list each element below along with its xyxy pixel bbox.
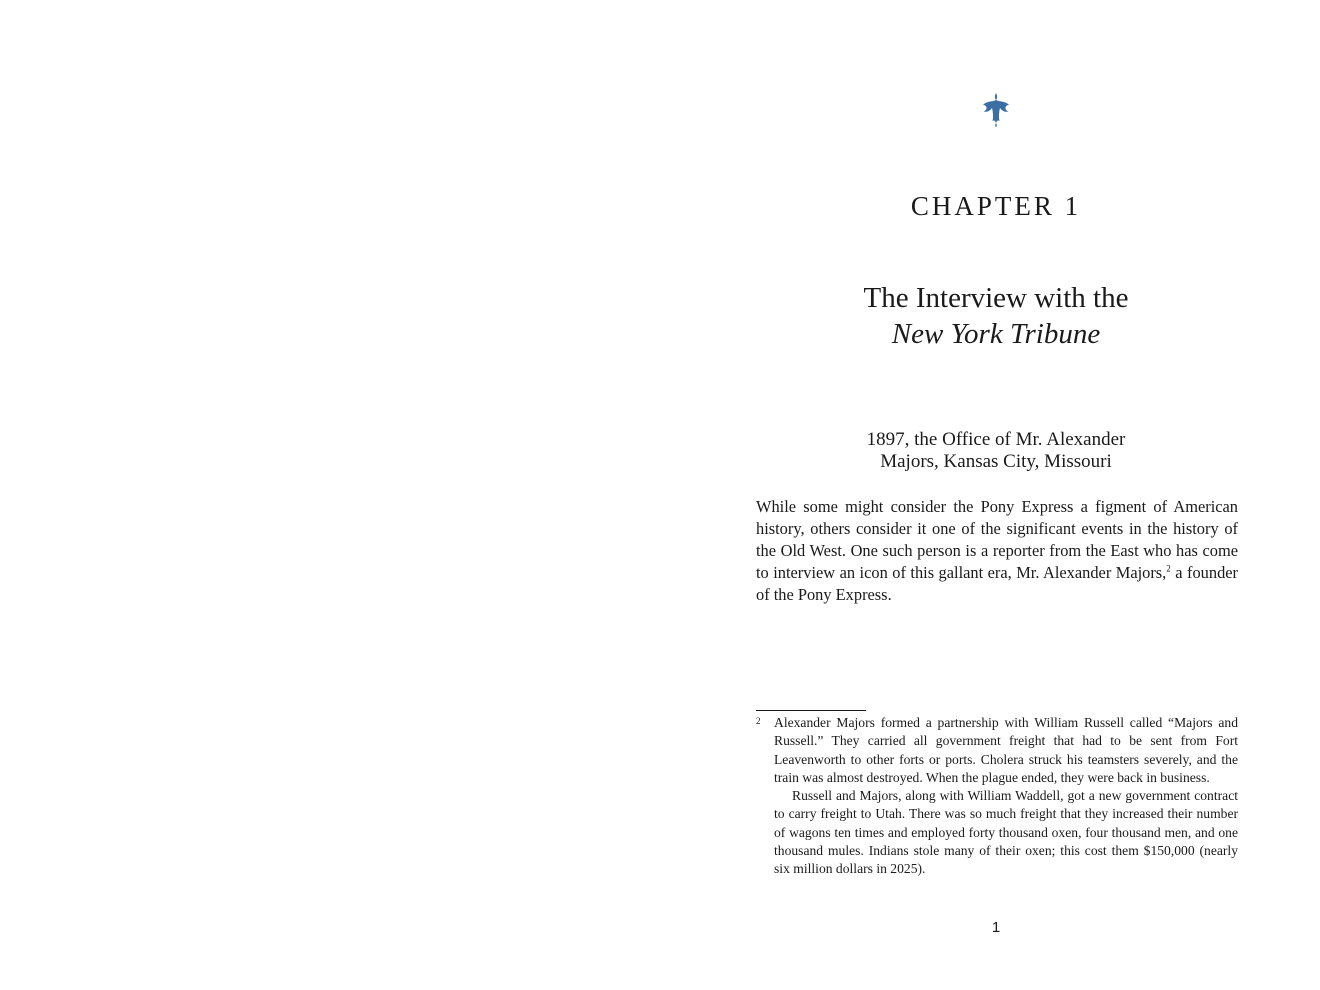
- footnote-reference: 2: [1166, 563, 1171, 574]
- chapter-title: [660, 280, 1320, 352]
- footnote-divider: [756, 710, 866, 711]
- body-text-before-ref: While some might consider the Pony Express a figment of American history, others consider it one of the significant events in the history of the Old West. One such person is a reporter from the East who has come to interview an icon of this gallant era, Mr. Alexander Majors,: [756, 497, 1238, 582]
- subtitle-line-1: 1897, the Office of Mr. Alexander: [866, 429, 1126, 450]
- body-text-after-ref: a founder of the Pony Express.: [756, 563, 1239, 604]
- chapter-title-line-2: New York Tribune: [891, 318, 1101, 350]
- chapter-subtitle: [660, 429, 1320, 473]
- fleuron-icon: [980, 92, 1012, 128]
- footnote: [756, 714, 1238, 879]
- footnote-paragraph-2: Russell and Majors, along with William Waddell, got a new government contract to carry freight to Utah. There was so much freight that they increased their number of wagons ten times and employed forty thousand oxen, four thousand men, and one thousand mules. Indians stole many of their oxen; this cost them $150,000 (nearly six million dollars in 2025).: [774, 788, 1238, 877]
- chapter-title-line-1: The Interview with the: [863, 282, 1129, 314]
- body-paragraph: [756, 496, 1238, 606]
- footnote-paragraph-1: Alexander Majors formed a partnership with William Russell called “Majors and Russell.” They carried all government freight that had to be sent from Fort Leavenworth to other forts or ports. Cholera struck his teamsters severely, and the train was almost destroyed. When the plague ended, they were back in business.: [774, 715, 1238, 785]
- footnote-marker: 2: [756, 716, 761, 726]
- subtitle-line-2: Majors, Kansas City, Missouri: [880, 451, 1112, 472]
- chapter-label: CHAPTER 1: [910, 191, 1082, 221]
- chapter-opening-page: [660, 0, 1320, 990]
- page-number: 1: [991, 919, 1001, 936]
